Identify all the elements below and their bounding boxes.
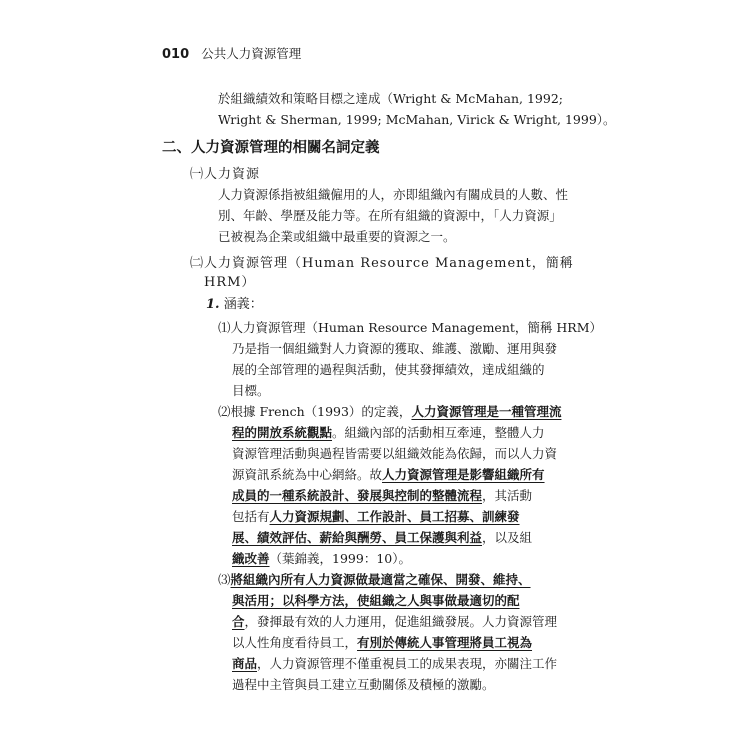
item-1-heading xyxy=(206,293,263,312)
p2-underlined-text: 成員的一種系統設計、發展與控制的整體流程 xyxy=(232,488,483,503)
intro-paragraph xyxy=(218,88,616,130)
p2-line xyxy=(218,548,563,569)
subsection-1-body xyxy=(218,184,569,247)
p3-text: 以人性角度看待員工， xyxy=(232,635,358,650)
p3-underlined-text: 與活用；以科學方法，使組織之人與事做最適切的配 xyxy=(232,593,520,608)
subsection-heading-2 xyxy=(190,252,574,290)
p3-line xyxy=(218,611,563,632)
item-1-label: 1. xyxy=(206,297,220,312)
p1-line: 乃是指一個組織對人力資源的獲取、維護、激勵、運用與發 xyxy=(232,341,558,356)
p3-line: 過程中主管與員工建立互動關係及積極的激勵。 xyxy=(232,677,495,692)
p1-line: ⑴人力資源管理（Human Resource Management，簡稱 HRM） xyxy=(218,320,602,335)
p2-line xyxy=(218,485,563,506)
subsection-heading-2-line2: HRM） xyxy=(204,275,256,290)
section-heading: 二、人力資源管理的相關名詞定義 xyxy=(162,140,380,156)
subsection-heading-1: ㈠人力資源 xyxy=(190,167,261,182)
p2-underlined-text: 人力資源規劃、工作設計、員工招募、訓練發 xyxy=(269,509,520,524)
p3-line xyxy=(218,569,563,590)
book-title: 公共人力資源管理 xyxy=(201,46,302,61)
body-line: 人力資源係指被組織僱用的人，亦即組織內有關成員的人數、性 xyxy=(218,187,569,202)
p1-line: 目標。 xyxy=(232,383,270,398)
p3-underlined-text: 有別於傳統人事管理將員工視為 xyxy=(357,635,533,650)
subsection-heading-2-line1: ㈡人力資源管理（Human Resource Management，簡稱 xyxy=(190,256,574,271)
p2-text: 。組織內部的活動相互牽連，整體人力 xyxy=(332,425,545,440)
p2-line xyxy=(218,464,563,485)
p1-line: 展的全部管理的過程與活動，使其發揮績效，達成組織的 xyxy=(232,362,545,377)
p3-line xyxy=(218,632,563,653)
p3-underlined-text: 將組織內所有人力資源做最適當之確保、開發、維持、 xyxy=(230,572,531,587)
p3-text: ，人力資源管理不僅重視員工的成果表現，亦關注工作 xyxy=(257,656,558,671)
p2-text: ，以及組 xyxy=(482,530,533,545)
p2-line: 資源管理活動與過程皆需要以組織效能為依歸，而以人力資 xyxy=(232,446,558,461)
p3-text: ，發揮最有效的人力運用，促進組織發展。人力資源管理 xyxy=(244,614,558,629)
paragraph-3 xyxy=(218,569,563,695)
p2-line xyxy=(218,422,563,443)
p2-line xyxy=(218,527,563,548)
intro-line: 於組織績效和策略目標之達成（Wright & McMahan, 1992; xyxy=(218,91,563,106)
p2-text: （葉錦義，1999：10）。 xyxy=(269,551,411,566)
p2-underlined-text: 人力資源管理是影響組織所有 xyxy=(382,467,545,482)
p2-underlined-text: 程的開放系統觀點 xyxy=(232,425,333,440)
p2-underlined-text: 織改善 xyxy=(232,551,270,566)
item-1-title: 涵義： xyxy=(223,297,263,312)
body-line: 已被視為企業或組織中最重要的資源之一。 xyxy=(218,229,456,244)
p2-text: ，其活動 xyxy=(482,488,533,503)
paragraph-1 xyxy=(218,317,602,401)
p2-underlined-text: 人力資源管理是一種管理流 xyxy=(411,404,562,419)
p3-line xyxy=(218,590,563,611)
p3-line xyxy=(218,653,563,674)
p2-line xyxy=(218,401,563,422)
body-line: 別、年齡、學歷及能力等。在所有組織的資源中，「人力資源」 xyxy=(218,208,562,223)
p2-underlined-text: 展、績效評估、薪給與酬勞、員工保護與利益 xyxy=(232,530,483,545)
p2-text: ⑵根據 French（1993）的定義， xyxy=(218,404,412,419)
p2-text: 包括有 xyxy=(232,509,270,524)
p2-line xyxy=(218,506,563,527)
page-header xyxy=(162,44,301,62)
page-number: 010 xyxy=(162,47,190,62)
p3-text: ⑶ xyxy=(218,572,231,587)
p3-underlined-text: 商品 xyxy=(232,656,258,671)
p2-text: 源資訊系統為中心網絡。故 xyxy=(232,467,383,482)
intro-line: Wright & Sherman, 1999; McMahan, Virick & Wright, 1999）。 xyxy=(218,112,616,127)
paragraph-2 xyxy=(218,401,563,569)
p3-underlined-text: 合 xyxy=(232,614,245,629)
